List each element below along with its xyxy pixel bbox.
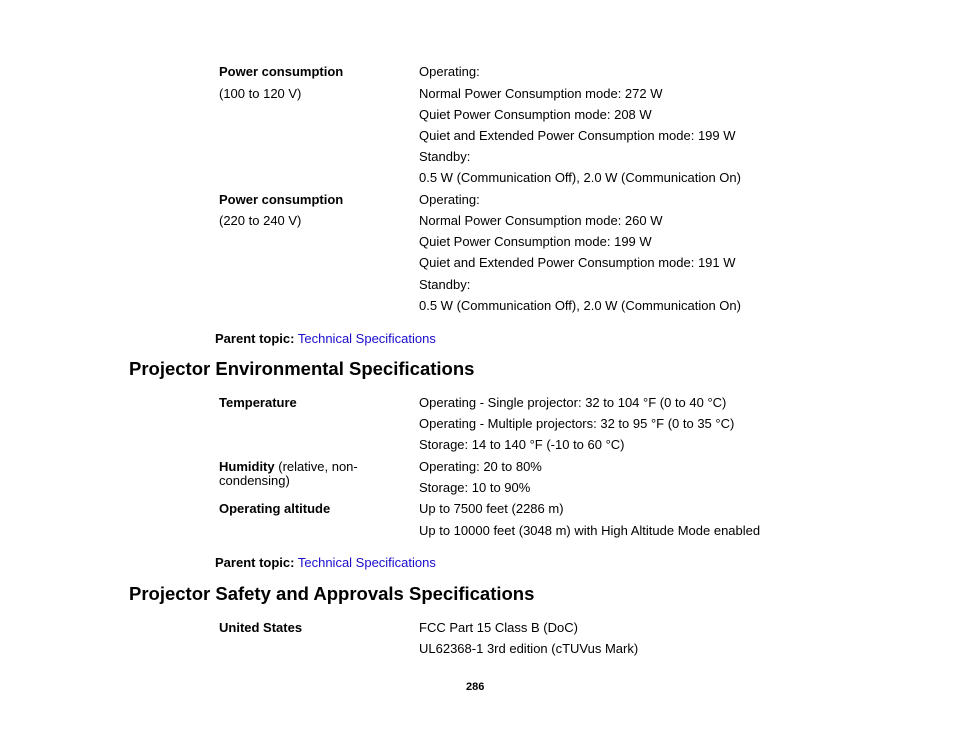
spec-value: Quiet Power Consumption mode: 199 W	[419, 234, 652, 249]
spec-value: Operating: 20 to 80%	[419, 459, 542, 474]
spec-label-united-states: United States	[219, 620, 303, 635]
parent-topic	[215, 331, 436, 347]
spec-value: FCC Part 15 Class B (DoC)	[419, 620, 578, 635]
spec-value: Up to 7500 feet (2286 m)	[419, 501, 564, 516]
spec-label-power-220-240: Power consumption	[219, 192, 344, 207]
spec-label-power-100-120: Power consumption	[219, 64, 344, 79]
parent-topic-link[interactable]: Technical Specifications	[297, 331, 436, 346]
spec-label-humidity-note-cont: condensing)	[219, 473, 290, 488]
spec-value: Quiet and Extended Power Consumption mode: 199 W	[419, 128, 736, 143]
spec-label-altitude: Operating altitude	[219, 501, 331, 516]
parent-topic-link[interactable]: Technical Specifications	[297, 555, 436, 570]
spec-value: Quiet and Extended Power Consumption mode: 191 W	[419, 255, 736, 270]
spec-sublabel-voltage: (220 to 240 V)	[219, 213, 302, 228]
spec-value: Normal Power Consumption mode: 260 W	[419, 213, 663, 228]
parent-topic-label: Parent topic:	[215, 555, 295, 570]
spec-value: Storage: 14 to 140 °F (-10 to 60 °C)	[419, 437, 625, 452]
page-number: 286	[466, 681, 485, 693]
spec-value: Operating:	[419, 64, 480, 79]
spec-value: 0.5 W (Communication Off), 2.0 W (Communication On)	[419, 170, 741, 185]
spec-value: Operating - Single projector: 32 to 104 °F (0 to 40 °C)	[419, 395, 727, 410]
spec-value: Standby:	[419, 277, 471, 292]
spec-label-humidity-bold: Humidity	[219, 459, 275, 474]
spec-value: Normal Power Consumption mode: 272 W	[419, 86, 663, 101]
section-heading-environmental: Projector Environmental Specifications	[129, 358, 475, 379]
parent-topic	[215, 555, 436, 571]
section-heading-safety: Projector Safety and Approvals Specifications	[129, 583, 535, 604]
spec-value: Storage: 10 to 90%	[419, 480, 531, 495]
spec-value: UL62368-1 3rd edition (cTUVus Mark)	[419, 641, 639, 656]
spec-value: Standby:	[419, 149, 471, 164]
spec-value: Up to 10000 feet (3048 m) with High Altitude Mode enabled	[419, 523, 761, 538]
spec-value: 0.5 W (Communication Off), 2.0 W (Communication On)	[419, 298, 741, 313]
spec-label-temperature: Temperature	[219, 395, 297, 410]
spec-value: Operating:	[419, 192, 480, 207]
spec-value: Quiet Power Consumption mode: 208 W	[419, 107, 652, 122]
spec-label-humidity-note: (relative, non-	[278, 459, 358, 474]
parent-topic-label: Parent topic:	[215, 331, 295, 346]
spec-sublabel-voltage: (100 to 120 V)	[219, 86, 302, 101]
spec-value: Operating - Multiple projectors: 32 to 95 °F (0 to 35 °C)	[419, 416, 735, 431]
